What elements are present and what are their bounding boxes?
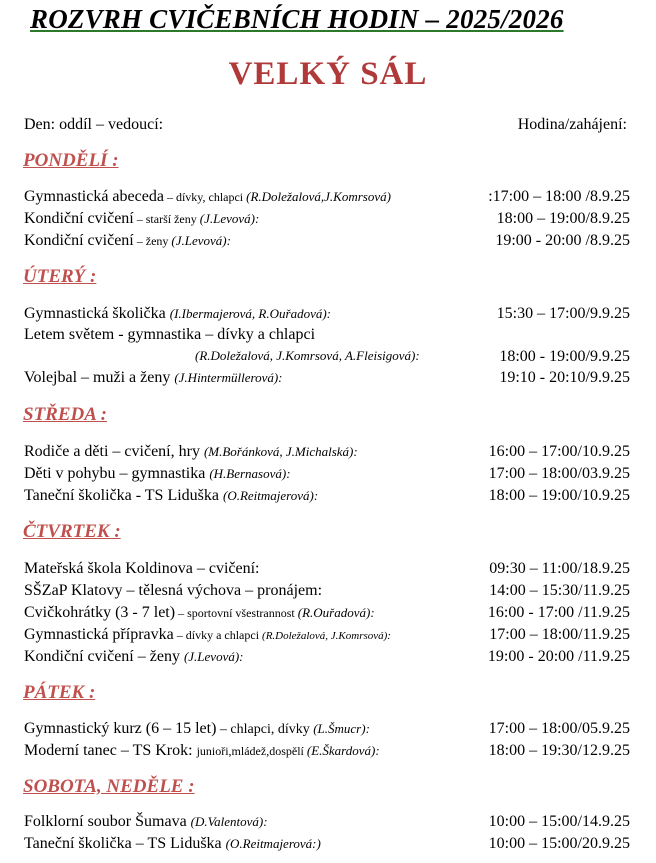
activity-target: – starší ženy xyxy=(133,212,200,226)
activity-name: SŠZaP Klatovy – tělesná výchova – pronájem: xyxy=(24,582,323,599)
activity-time: 17:00 – 18:00/03.9.25 xyxy=(488,465,630,482)
activity-target: – dívky a chlapci xyxy=(173,628,263,642)
schedule-row xyxy=(24,465,630,485)
activity-name: Taneční školička – TS Liduška xyxy=(24,835,226,852)
activity-leader: (R.Doležalová, J.Komrsová, A.Fleisigová): xyxy=(195,348,420,363)
day-heading-monday: PONDĚLÍ : xyxy=(23,150,119,171)
activity-leader: (J.Levová): xyxy=(199,211,260,226)
activity-time: 17:00 – 18:00/05.9.25 xyxy=(488,720,630,737)
schedule-row xyxy=(24,326,630,346)
activity-leader: (L.Šmucr): xyxy=(313,721,370,736)
activity-name: Rodiče a děti – cvičení, hry xyxy=(24,443,204,460)
activity-time: 16:00 – 17:00/10.9.25 xyxy=(488,443,630,460)
activity-leader: (M.Bořánková, J.Michalská): xyxy=(203,444,358,459)
column-header-right: Hodina/zahájení: xyxy=(517,116,627,133)
activity-name: Volejbal – muži a ženy xyxy=(24,369,175,386)
day-heading-weekend: SOBOTA, NEDĚLE : xyxy=(23,776,195,797)
day-heading-wednesday: STŘEDA : xyxy=(23,404,107,425)
activity-time: 19:10 - 20:10/9.9.25 xyxy=(499,369,630,386)
activity-target: – dívky, chlapci xyxy=(163,190,247,204)
activity-name: Taneční školička - TS Liduška xyxy=(24,487,223,504)
schedule-row xyxy=(24,813,630,833)
schedule-row xyxy=(24,210,630,230)
schedule-row xyxy=(24,188,630,208)
activity-name: Moderní tanec – TS Krok: xyxy=(24,742,197,759)
activity-leader: (R.Ouřadová): xyxy=(297,605,375,620)
activity-time: 16:00 - 17:00 /11.9.25 xyxy=(487,604,630,621)
schedule-row xyxy=(24,348,630,368)
activity-target: – ženy xyxy=(133,234,172,248)
activity-time: 17:00 – 18:00/11.9.25 xyxy=(489,626,630,643)
activity-name: Kondiční cvičení xyxy=(24,210,134,227)
activity-leader: (I.Ibermajerová, R.Ouřadová): xyxy=(169,306,331,321)
activity-leader: (J.Levová): xyxy=(171,233,231,248)
activity-time: 19:00 - 20:00 /8.9.25 xyxy=(495,232,630,249)
schedule-row xyxy=(24,443,630,463)
activity-name: Děti v pohybu – gymnastika xyxy=(24,465,210,482)
activity-time: 18:00 – 19:30/12.9.25 xyxy=(488,742,630,759)
activity-leader: (H.Bernasová): xyxy=(209,466,291,481)
activity-time: 18:00 – 19:00/8.9.25 xyxy=(496,210,630,227)
activity-target: junioři,mládež,dospělí xyxy=(196,744,307,758)
main-title: ROZVRH CVIČEBNÍCH HODIN – 2025/2026 xyxy=(30,4,564,34)
activity-leader: (J.Levová): xyxy=(183,649,244,664)
hall-title: VELKÝ SÁL xyxy=(228,56,428,92)
activity-leader: (O.Reitmajerová): xyxy=(222,488,319,503)
schedule-row xyxy=(24,648,630,668)
activity-leader: (E.Škardová): xyxy=(306,743,380,758)
activity-name: Kondiční cvičení – ženy xyxy=(24,648,184,665)
schedule-row xyxy=(24,369,630,389)
activity-name: Gymnastická abeceda xyxy=(24,188,164,205)
day-heading-tuesday: ÚTERÝ : xyxy=(23,266,97,287)
activity-name: Cvičkohrátky (3 - 7 let) xyxy=(24,604,176,621)
activity-name: Gymnastický kurz (6 – 15 let) xyxy=(24,720,217,737)
schedule-row xyxy=(24,232,630,252)
schedule-row xyxy=(24,604,630,624)
schedule-row xyxy=(24,835,630,855)
activity-time: :17:00 – 18:00 /8.9.25 xyxy=(488,188,630,205)
activity-name: Kondiční cvičení xyxy=(24,232,134,249)
schedule-row xyxy=(24,742,630,762)
schedule-row xyxy=(24,582,630,602)
activity-name: Mateřská škola Koldinova – cvičení: xyxy=(24,560,260,577)
day-heading-friday: PÁTEK : xyxy=(23,682,96,703)
activity-leader: (R.Doležalová, J.Komrsová): xyxy=(262,630,391,642)
activity-leader: (O.Reitmajerová:) xyxy=(225,836,321,851)
day-heading-thursday: ČTVRTEK : xyxy=(23,521,121,542)
schedule-row xyxy=(24,560,630,580)
column-header-left: Den: oddíl – vedoucí: xyxy=(24,116,164,133)
activity-name: Letem světem - gymnastika – dívky a chlapci xyxy=(24,326,316,343)
activity-name: Folklorní soubor Šumava xyxy=(24,813,191,830)
activity-name: Gymnastická školička xyxy=(24,305,170,322)
schedule-row xyxy=(24,305,630,325)
activity-time: 15:30 – 17:00/9.9.25 xyxy=(496,305,630,322)
schedule-row xyxy=(24,720,630,740)
activity-name: Gymnastická přípravka xyxy=(24,626,174,643)
schedule-row xyxy=(24,626,630,646)
activity-leader: (R.Doležalová,J.Komrsová) xyxy=(246,189,391,204)
activity-time: 19:00 - 20:00 /11.9.25 xyxy=(487,648,630,665)
activity-leader: (J.Hintermüllerová): xyxy=(174,370,283,385)
activity-target: – chlapci, dívky xyxy=(216,722,314,737)
schedule-row xyxy=(24,487,630,507)
activity-time: 10:00 – 15:00/14.9.25 xyxy=(488,813,630,830)
activity-time: 09:30 – 11:00/18.9.25 xyxy=(489,560,630,577)
activity-leader: (D.Valentová): xyxy=(190,814,268,829)
activity-time: 14:00 – 15:30/11.9.25 xyxy=(489,582,630,599)
activity-time: 18:00 – 19:00/10.9.25 xyxy=(488,487,630,504)
activity-target: – sportovní všestrannost xyxy=(175,606,298,620)
activity-time: 10:00 – 15:00/20.9.25 xyxy=(488,835,630,852)
activity-time: 18:00 - 19:00/9.9.25 xyxy=(499,348,630,365)
